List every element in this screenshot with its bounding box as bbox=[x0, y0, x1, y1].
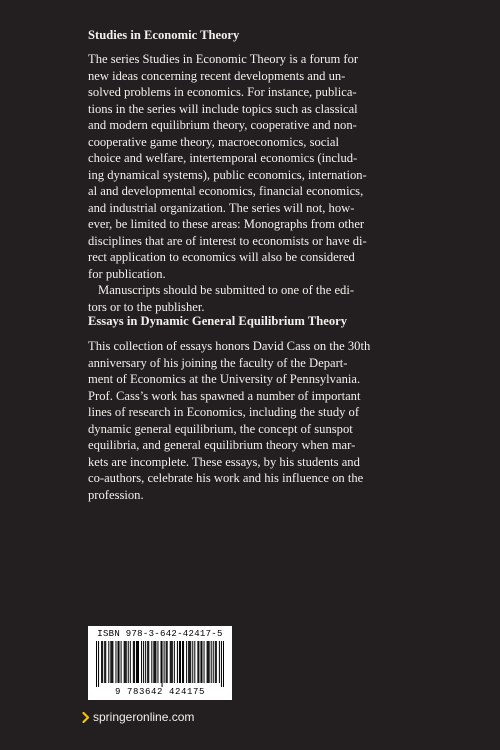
barcode-bar bbox=[105, 641, 106, 683]
barcode-bar bbox=[213, 641, 214, 683]
barcode-bar bbox=[183, 641, 184, 683]
barcode-bar bbox=[197, 641, 198, 683]
text-line: tors or to the publisher. bbox=[88, 299, 205, 314]
barcode-bar bbox=[207, 641, 208, 683]
text-line: choice and welfare, intertemporal economics (includ- bbox=[88, 151, 358, 165]
barcode-bar bbox=[130, 641, 131, 683]
text-line: and industrial organization. The series will not, how- bbox=[88, 200, 355, 215]
text-line: The series Studies in Economic Theory is a forum for bbox=[88, 52, 359, 66]
website-label: springeronline.com bbox=[93, 710, 195, 724]
barcode-bar bbox=[221, 641, 222, 687]
barcode-bar bbox=[125, 641, 126, 683]
text-line: for publication. bbox=[88, 266, 166, 281]
barcode-bar bbox=[148, 641, 149, 683]
barcode-bar bbox=[166, 641, 167, 683]
barcode-bar bbox=[134, 641, 135, 683]
text-line: anniversary of his joining the faculty of the Depart- bbox=[88, 355, 348, 370]
barcode-bar bbox=[121, 641, 122, 683]
barcode-bar bbox=[201, 641, 202, 683]
essays-description bbox=[88, 338, 370, 503]
text-line: new ideas concerning recent developments and un- bbox=[88, 68, 346, 83]
barcode-bar bbox=[174, 641, 175, 683]
barcode-bar bbox=[133, 641, 134, 683]
text-line: ment of Economics at the University of Pennsylvania. bbox=[88, 372, 361, 386]
barcode-bar bbox=[186, 641, 187, 683]
barcode-bar bbox=[171, 641, 172, 683]
text-line: equilibria, and general equilibrium theory when mar- bbox=[88, 438, 356, 452]
barcode-bar bbox=[177, 641, 178, 683]
barcode-bar bbox=[126, 641, 127, 683]
text-line: tions in the series will include topics such as classical bbox=[88, 101, 358, 116]
text-line: This collection of essays honors David Cass on the 30th bbox=[88, 339, 371, 353]
barcode-bar bbox=[101, 641, 102, 683]
barcode-bar bbox=[111, 641, 112, 683]
isbn-barcode bbox=[88, 626, 232, 700]
barcode-bar bbox=[154, 641, 155, 683]
barcode-bar bbox=[98, 641, 99, 687]
barcode-bar bbox=[204, 641, 205, 683]
barcode-bar bbox=[136, 641, 137, 683]
barcode-bar bbox=[194, 641, 195, 683]
barcode-bar bbox=[119, 641, 120, 683]
text-line: solved problems in economics. For instance, publica- bbox=[88, 85, 357, 99]
barcode-digits: 9 783642 424175 bbox=[114, 687, 205, 697]
text-line: ever, be limited to these areas: Monographs from other bbox=[88, 217, 365, 231]
barcode-bar bbox=[172, 641, 173, 683]
barcode-bar bbox=[215, 641, 216, 683]
barcode-bar bbox=[155, 641, 156, 683]
barcode-bar bbox=[190, 641, 191, 683]
barcode-bar bbox=[110, 641, 111, 683]
series-description bbox=[88, 51, 367, 315]
barcode-bar bbox=[164, 641, 165, 683]
text-line: co-authors, celebrate his work and his influence on the bbox=[88, 471, 364, 485]
essays-heading: Essays in Dynamic General Equilibrium Theory bbox=[88, 314, 348, 328]
barcode-bar bbox=[188, 641, 189, 683]
barcode-bar bbox=[182, 641, 183, 683]
text-line: Manuscripts should be submitted to one of the edi- bbox=[98, 283, 355, 297]
barcode-bar bbox=[102, 641, 103, 683]
barcode-bar bbox=[138, 641, 139, 683]
barcode-bar bbox=[170, 641, 171, 683]
barcode-bar bbox=[118, 641, 119, 683]
barcode-bar bbox=[112, 641, 113, 683]
barcode-bar bbox=[219, 641, 220, 683]
barcode-bar bbox=[153, 641, 154, 683]
barcode-bar bbox=[211, 641, 212, 683]
barcode-bar bbox=[108, 641, 109, 683]
barcode-bar bbox=[96, 641, 97, 687]
barcode-bar bbox=[209, 641, 210, 683]
text-line: Prof. Cass’s work has spawned a number of important bbox=[88, 388, 361, 403]
isbn-label: ISBN 978-3-642-42417-5 bbox=[97, 629, 223, 639]
barcode-bar bbox=[179, 641, 180, 683]
barcode-bar bbox=[180, 641, 181, 683]
series-heading: Studies in Economic Theory bbox=[88, 28, 240, 42]
barcode-bar bbox=[104, 641, 105, 683]
barcode-bar bbox=[162, 641, 163, 687]
text-line: profession. bbox=[88, 487, 144, 502]
barcode-bar bbox=[198, 641, 199, 683]
text-line: cooperative game theory, macroeconomics, social bbox=[88, 134, 339, 149]
text-line: dynamic general equilibrium, the concept of sunspot bbox=[88, 421, 353, 436]
barcode-bar bbox=[115, 641, 116, 683]
text-line: ing dynamical systems), public economics, internation- bbox=[88, 167, 367, 182]
barcode-icon bbox=[96, 641, 224, 687]
barcode-bar bbox=[167, 641, 168, 683]
text-line: lines of research in Economics, including the study of bbox=[88, 405, 360, 419]
barcode-bar bbox=[216, 641, 217, 683]
barcode-bar bbox=[145, 641, 146, 683]
text-line: and modern equilibrium theory, cooperative and non- bbox=[88, 118, 357, 132]
barcode-bar bbox=[124, 641, 125, 683]
barcode-bar bbox=[208, 641, 209, 683]
text-line: rect application to economics will also be considered bbox=[88, 250, 355, 264]
barcode-bar bbox=[137, 641, 138, 683]
text-line: al and developmental economics, financial economics, bbox=[88, 184, 364, 198]
website-link[interactable] bbox=[82, 710, 194, 724]
barcode-bar bbox=[151, 641, 152, 683]
barcode-bar bbox=[223, 641, 224, 687]
barcode-bar bbox=[200, 641, 201, 683]
text-line: disciplines that are of interest to economists or have di- bbox=[88, 233, 367, 248]
barcode-bar bbox=[128, 641, 129, 683]
chevron-right-icon bbox=[82, 712, 90, 723]
barcode-bar bbox=[143, 641, 144, 683]
text-line: kets are incomplete. These essays, by his students and bbox=[88, 454, 360, 469]
barcode-bar bbox=[161, 641, 162, 683]
barcode-bar bbox=[141, 641, 142, 683]
barcode-bar bbox=[189, 641, 190, 683]
barcode-bar bbox=[157, 641, 158, 683]
barcode-bar bbox=[147, 641, 148, 683]
barcode-bar bbox=[192, 641, 193, 683]
